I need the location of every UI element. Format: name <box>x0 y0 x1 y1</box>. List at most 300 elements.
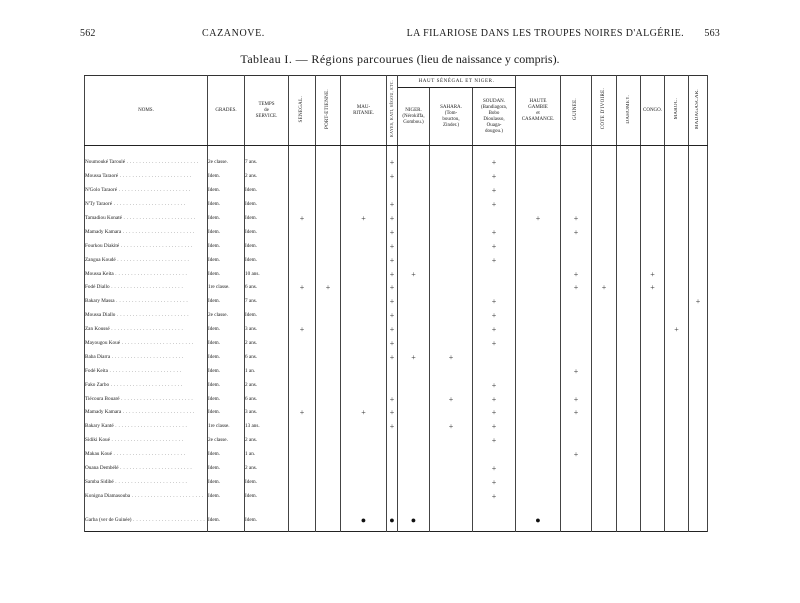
empty-cell-niger <box>398 309 430 323</box>
empty-cell-kayes <box>387 364 398 378</box>
empty-cell-haute_gambie <box>516 309 561 323</box>
spacer-cell <box>641 503 665 513</box>
cell-name <box>85 309 208 323</box>
spacer-cell <box>617 146 641 157</box>
empty-cell-mauritanie <box>341 323 387 337</box>
empty-cell-senegal <box>289 364 316 378</box>
empty-cell-haute_gambie <box>516 434 561 448</box>
dot-leaders: . . . . . . . . . . . . . . . . . . . . . . . <box>109 326 184 333</box>
empty-cell-senegal <box>289 475 316 489</box>
column-header-grades: GRADES. <box>208 76 245 146</box>
plus-mark-soudan: + <box>473 406 516 420</box>
cell-name <box>85 337 208 351</box>
empty-cell-maroc <box>665 295 689 309</box>
empty-cell-niger <box>398 253 430 267</box>
cell-grade: Idem. <box>208 364 245 378</box>
plus-mark-guinee: + <box>561 364 592 378</box>
empty-cell-senegal <box>289 225 316 239</box>
dot-leaders: . . . . . . . . . . . . . . . . . . . . . . . <box>120 340 194 347</box>
cell-service: 2 ans. <box>245 462 289 476</box>
cell-name <box>85 462 208 476</box>
empty-cell-dahomey <box>617 281 641 295</box>
column-header-sahara: SAHARA. (Tom- bouctou, Zinder.) <box>430 88 473 146</box>
plus-mark-guinee: + <box>561 212 592 226</box>
empty-cell-cote_ivoire <box>592 225 617 239</box>
dot-leaders: . . . . . . . . . . . . . . . . . . . . . . . <box>109 381 183 388</box>
empty-cell-senegal <box>289 295 316 309</box>
empty-cell-sahara <box>430 323 473 337</box>
spacer-cell <box>516 146 561 157</box>
empty-cell-maroc <box>665 513 689 527</box>
empty-cell-soudan <box>473 350 516 364</box>
column-group-haut-senegal-niger: HAUT SÉNÉGAL ET NIGER. <box>398 76 516 88</box>
empty-cell-congo <box>641 184 665 198</box>
empty-cell-mauritanie <box>341 337 387 351</box>
empty-cell-guinee <box>561 350 592 364</box>
dot-leaders: . . . . . . . . . . . . . . . . . . . . . . . <box>118 173 192 180</box>
empty-cell-congo <box>641 462 665 476</box>
spacer-cell <box>208 503 245 513</box>
empty-cell-guinee <box>561 434 592 448</box>
empty-cell-cote_ivoire <box>592 253 617 267</box>
plus-mark-soudan: + <box>473 420 516 434</box>
spacer-cell <box>398 527 430 532</box>
cell-service: Idem. <box>245 212 289 226</box>
soldier-name: Moussa Taraoré <box>85 173 119 180</box>
plus-mark-maroc: + <box>665 323 689 337</box>
empty-cell-dahomey <box>617 156 641 170</box>
cell-service: 6 ans. <box>245 350 289 364</box>
empty-cell-madagascar <box>689 350 708 364</box>
soldier-name: Fodé Keita <box>85 367 108 374</box>
empty-cell-congo <box>641 323 665 337</box>
empty-cell-haute_gambie <box>516 295 561 309</box>
soldier-name: Mamady Kamara <box>85 228 122 235</box>
empty-cell-niger <box>398 392 430 406</box>
cell-service: 13 ans. <box>245 420 289 434</box>
empty-cell-haute_gambie <box>516 350 561 364</box>
dot-leaders: . . . . . . . . . . . . . . . . . . . . . . . <box>130 492 204 499</box>
dot-leaders: . . . . . . . . . . . . . . . . . . . . . . . <box>111 451 186 458</box>
table-row <box>85 323 708 337</box>
empty-cell-mauritanie <box>341 170 387 184</box>
spacer-cell <box>398 146 430 157</box>
empty-cell-madagascar <box>689 281 708 295</box>
plus-mark-kayes: + <box>387 337 398 351</box>
empty-cell-soudan <box>473 281 516 295</box>
spacer-cell <box>387 527 398 532</box>
empty-cell-soudan <box>473 513 516 527</box>
empty-cell-haute_gambie <box>516 225 561 239</box>
spacer-cell <box>665 146 689 157</box>
column-header-temps: TEMPS de SERVICE. <box>245 76 289 146</box>
empty-cell-dahomey <box>617 267 641 281</box>
spacer-cell <box>473 503 516 513</box>
table-caption-extra: (lieu de naissance y compris). <box>416 52 560 66</box>
soldier-name: Moussa Keita <box>85 270 114 277</box>
empty-cell-niger <box>398 406 430 420</box>
empty-cell-maroc <box>665 337 689 351</box>
empty-cell-kayes <box>387 475 398 489</box>
empty-cell-sahara <box>430 225 473 239</box>
dot-leaders: . . . . . . . . . . . . . . . . . . . . . . . <box>115 256 190 263</box>
plus-mark-kayes: + <box>387 309 398 323</box>
table-row <box>85 489 708 503</box>
cell-grade: Idem. <box>208 170 245 184</box>
empty-cell-cote_ivoire <box>592 184 617 198</box>
empty-cell-port_etienne <box>316 406 341 420</box>
dot-leaders: . . . . . . . . . . . . . . . . . . . . . . . <box>109 284 184 291</box>
empty-cell-dahomey <box>617 170 641 184</box>
plus-mark-soudan: + <box>473 378 516 392</box>
empty-cell-niger <box>398 156 430 170</box>
empty-cell-port_etienne <box>316 198 341 212</box>
empty-cell-haute_gambie <box>516 267 561 281</box>
empty-cell-maroc <box>665 281 689 295</box>
soldier-name: N'Golo Taraoré <box>85 187 118 194</box>
cell-name <box>85 198 208 212</box>
column-header-maroc <box>665 76 689 146</box>
plus-mark-kayes: + <box>387 198 398 212</box>
empty-cell-madagascar <box>689 170 708 184</box>
empty-cell-niger <box>398 239 430 253</box>
dot-leaders: . . . . . . . . . . . . . . . . . . . . . . . <box>119 242 193 249</box>
empty-cell-cote_ivoire <box>592 295 617 309</box>
empty-cell-senegal <box>289 156 316 170</box>
dot-leaders: . . . . . . . . . . . . . . . . . . . . . . . <box>121 409 195 416</box>
dot-leaders: . . . . . . . . . . . . . . . . . . . . . . . <box>118 465 193 472</box>
cell-service: Idem. <box>245 239 289 253</box>
empty-cell-mauritanie <box>341 225 387 239</box>
empty-cell-port_etienne <box>316 350 341 364</box>
empty-cell-mauritanie <box>341 392 387 406</box>
empty-cell-maroc <box>665 184 689 198</box>
dot-leaders: . . . . . . . . . . . . . . . . . . . . . . . <box>121 215 196 221</box>
spacer-cell <box>387 503 398 513</box>
table-row <box>85 337 708 351</box>
soldier-name: Zangua Koudé <box>85 256 116 263</box>
cell-grade: 1re classe. <box>208 420 245 434</box>
empty-cell-guinee <box>561 295 592 309</box>
dot-mark-haute_gambie: ● <box>516 513 561 527</box>
empty-cell-niger <box>398 212 430 226</box>
empty-cell-cote_ivoire <box>592 448 617 462</box>
empty-cell-sahara <box>430 198 473 212</box>
spacer-cell <box>689 503 708 513</box>
empty-cell-port_etienne <box>316 513 341 527</box>
plus-mark-soudan: + <box>473 253 516 267</box>
empty-cell-haute_gambie <box>516 448 561 462</box>
soldier-name: Tiécoura Bouaré <box>85 395 120 402</box>
empty-cell-guinee <box>561 337 592 351</box>
soldier-name: Baba Diarra <box>85 353 111 360</box>
empty-cell-port_etienne <box>316 364 341 378</box>
empty-cell-cote_ivoire <box>592 239 617 253</box>
table-row <box>85 406 708 420</box>
cell-name <box>85 420 208 434</box>
table-body <box>85 146 708 532</box>
empty-cell-madagascar <box>689 337 708 351</box>
dot-leaders: . . . . . . . . . . . . . . . . . . . . . . . <box>110 353 184 360</box>
empty-cell-mauritanie <box>341 239 387 253</box>
plus-mark-kayes: + <box>387 392 398 406</box>
empty-cell-port_etienne <box>316 489 341 503</box>
empty-cell-congo <box>641 309 665 323</box>
empty-cell-haute_gambie <box>516 239 561 253</box>
table-row <box>85 239 708 253</box>
empty-cell-haute_gambie <box>516 156 561 170</box>
spacer-cell <box>208 527 245 532</box>
plus-mark-soudan: + <box>473 170 516 184</box>
cell-name <box>85 364 208 378</box>
empty-cell-madagascar <box>689 378 708 392</box>
empty-cell-guinee <box>561 309 592 323</box>
cell-service: 7 ans. <box>245 295 289 309</box>
cell-grade: Idem. <box>208 475 245 489</box>
empty-cell-dahomey <box>617 323 641 337</box>
cell-name <box>85 156 208 170</box>
cell-service: 1 an. <box>245 364 289 378</box>
dot-leaders: . . . . . . . . . . . . . . . . . . . . . . . <box>125 159 199 166</box>
empty-cell-guinee <box>561 253 592 267</box>
regions-table <box>84 75 708 532</box>
empty-cell-guinee <box>561 156 592 170</box>
empty-cell-guinee <box>561 378 592 392</box>
empty-cell-cote_ivoire <box>592 212 617 226</box>
empty-cell-sahara <box>430 364 473 378</box>
table-row <box>85 267 708 281</box>
spacer-cell <box>85 146 208 157</box>
dot-leaders: . . . . . . . . . . . . . . . . . . . . . . . <box>114 298 189 305</box>
empty-cell-dahomey <box>617 309 641 323</box>
plus-mark-kayes: + <box>387 253 398 267</box>
cell-name <box>85 378 208 392</box>
empty-cell-niger <box>398 295 430 309</box>
empty-cell-niger <box>398 364 430 378</box>
column-header-dahomey-label: DAHOMEY. <box>625 94 631 124</box>
empty-cell-cote_ivoire <box>592 323 617 337</box>
empty-cell-port_etienne <box>316 225 341 239</box>
soldier-name: Ouana Dembélé <box>85 465 119 472</box>
spacer-cell <box>592 146 617 157</box>
empty-cell-senegal <box>289 267 316 281</box>
empty-cell-guinee <box>561 170 592 184</box>
spacer-cell <box>592 527 617 532</box>
empty-cell-dahomey <box>617 239 641 253</box>
empty-cell-madagascar <box>689 364 708 378</box>
empty-cell-cote_ivoire <box>592 392 617 406</box>
empty-cell-cote_ivoire <box>592 170 617 184</box>
empty-cell-sahara <box>430 267 473 281</box>
empty-cell-haute_gambie <box>516 406 561 420</box>
cell-name <box>85 448 208 462</box>
plus-mark-mauritanie: + <box>341 212 387 226</box>
cell-service: 2 ans. <box>245 337 289 351</box>
spacer-cell <box>641 527 665 532</box>
dot-mark-niger: ● <box>398 513 430 527</box>
empty-cell-maroc <box>665 170 689 184</box>
empty-cell-madagascar <box>689 406 708 420</box>
spacer-cell <box>473 527 516 532</box>
empty-cell-congo <box>641 295 665 309</box>
table-caption-main: Tableau I. — Régions parcourues <box>240 52 414 66</box>
cell-name <box>85 267 208 281</box>
empty-cell-port_etienne <box>316 378 341 392</box>
plus-mark-soudan: + <box>473 225 516 239</box>
plus-mark-soudan: + <box>473 239 516 253</box>
empty-cell-dahomey <box>617 225 641 239</box>
empty-cell-cote_ivoire <box>592 462 617 476</box>
table-row <box>85 253 708 267</box>
plus-mark-mauritanie: + <box>341 406 387 420</box>
plus-mark-guinee: + <box>561 225 592 239</box>
empty-cell-dahomey <box>617 364 641 378</box>
spacer-cell <box>387 146 398 157</box>
spacer-cell <box>665 503 689 513</box>
cell-grade: Idem. <box>208 267 245 281</box>
empty-cell-haute_gambie <box>516 253 561 267</box>
empty-cell-cote_ivoire <box>592 378 617 392</box>
empty-cell-sahara <box>430 406 473 420</box>
cell-service: Idem. <box>245 475 289 489</box>
table-row <box>85 434 708 448</box>
plus-mark-kayes: + <box>387 225 398 239</box>
empty-cell-sahara <box>430 513 473 527</box>
table-row <box>85 513 708 527</box>
cell-service: 3 ans. <box>245 323 289 337</box>
soldier-name: Mayougou Koué <box>85 340 121 347</box>
empty-cell-congo <box>641 378 665 392</box>
cell-service: 6 ans. <box>245 281 289 295</box>
empty-cell-dahomey <box>617 184 641 198</box>
empty-cell-port_etienne <box>316 184 341 198</box>
empty-cell-madagascar <box>689 212 708 226</box>
empty-cell-port_etienne <box>316 462 341 476</box>
empty-cell-maroc <box>665 489 689 503</box>
empty-cell-madagascar <box>689 198 708 212</box>
table-row <box>85 448 708 462</box>
column-header-senegal <box>289 76 316 146</box>
plus-mark-sahara: + <box>430 420 473 434</box>
empty-cell-madagascar <box>689 253 708 267</box>
empty-cell-congo <box>641 489 665 503</box>
plus-mark-soudan: + <box>473 198 516 212</box>
plus-mark-kayes: + <box>387 212 398 226</box>
cell-grade: 1re classe. <box>208 281 245 295</box>
empty-cell-congo <box>641 337 665 351</box>
empty-cell-soudan <box>473 212 516 226</box>
empty-cell-port_etienne <box>316 295 341 309</box>
plus-mark-kayes: + <box>387 323 398 337</box>
empty-cell-port_etienne <box>316 434 341 448</box>
plus-mark-kayes: + <box>387 170 398 184</box>
plus-mark-madagascar: + <box>689 295 708 309</box>
plus-mark-senegal: + <box>289 281 316 295</box>
spacer-cell <box>316 527 341 532</box>
empty-cell-dahomey <box>617 212 641 226</box>
spacer-cell <box>289 146 316 157</box>
empty-cell-guinee <box>561 462 592 476</box>
cell-name <box>85 212 208 226</box>
empty-cell-maroc <box>665 309 689 323</box>
soldier-name: Fodé Diallo <box>85 284 110 291</box>
cell-grade: Idem. <box>208 198 245 212</box>
empty-cell-niger <box>398 378 430 392</box>
empty-cell-mauritanie <box>341 281 387 295</box>
empty-cell-niger <box>398 225 430 239</box>
spacer-cell <box>592 503 617 513</box>
empty-cell-mauritanie <box>341 350 387 364</box>
cell-grade: Idem. <box>208 350 245 364</box>
empty-cell-mauritanie <box>341 448 387 462</box>
empty-cell-congo <box>641 406 665 420</box>
plus-mark-kayes: + <box>387 281 398 295</box>
cell-name <box>85 295 208 309</box>
running-head-title: LA FILARIOSE DANS LES TROUPES NOIRES D'ALGÉRIE. <box>406 28 684 39</box>
plus-mark-guinee: + <box>561 392 592 406</box>
empty-cell-congo <box>641 364 665 378</box>
plus-mark-niger: + <box>398 267 430 281</box>
empty-cell-mauritanie <box>341 489 387 503</box>
empty-cell-senegal <box>289 253 316 267</box>
dot-leaders: . . . . . . . . . . . . . . . . . . . . . . . <box>119 395 193 402</box>
empty-cell-congo <box>641 513 665 527</box>
plus-mark-kayes: + <box>387 350 398 364</box>
spacer-cell <box>665 527 689 532</box>
plus-mark-senegal: + <box>289 323 316 337</box>
cell-name <box>85 253 208 267</box>
empty-cell-sahara <box>430 337 473 351</box>
empty-cell-congo <box>641 475 665 489</box>
empty-cell-maroc <box>665 406 689 420</box>
empty-cell-guinee <box>561 198 592 212</box>
column-header-senegal-label: SÉNÉGAL. <box>299 95 304 123</box>
empty-cell-maroc <box>665 225 689 239</box>
empty-cell-maroc <box>665 462 689 476</box>
plus-mark-soudan: + <box>473 489 516 503</box>
empty-cell-maroc <box>665 212 689 226</box>
empty-cell-dahomey <box>617 378 641 392</box>
empty-cell-kayes <box>387 378 398 392</box>
empty-cell-niger <box>398 489 430 503</box>
cell-name <box>85 489 208 503</box>
table-row <box>85 462 708 476</box>
empty-cell-dahomey <box>617 392 641 406</box>
dot-mark-kayes: ● <box>387 513 398 527</box>
empty-cell-dahomey <box>617 489 641 503</box>
empty-cell-niger <box>398 184 430 198</box>
column-header-cote-ivoire-label: CÔTE D'IVOIRE. <box>601 88 607 130</box>
table-row <box>85 475 708 489</box>
column-header-guinee-label: GUINÉE. <box>573 98 579 120</box>
empty-cell-niger <box>398 323 430 337</box>
empty-cell-dahomey <box>617 420 641 434</box>
empty-cell-cote_ivoire <box>592 350 617 364</box>
cell-name <box>85 323 208 337</box>
empty-cell-sahara <box>430 475 473 489</box>
empty-cell-madagascar <box>689 475 708 489</box>
empty-cell-port_etienne <box>316 337 341 351</box>
cell-name <box>85 225 208 239</box>
empty-cell-port_etienne <box>316 212 341 226</box>
column-header-port-etienne-label: PORT-ÉTIENNE. <box>325 89 330 129</box>
table-row <box>85 212 708 226</box>
empty-cell-mauritanie <box>341 267 387 281</box>
empty-cell-port_etienne <box>316 309 341 323</box>
empty-cell-congo <box>641 448 665 462</box>
empty-cell-dahomey <box>617 198 641 212</box>
table-row <box>85 309 708 323</box>
